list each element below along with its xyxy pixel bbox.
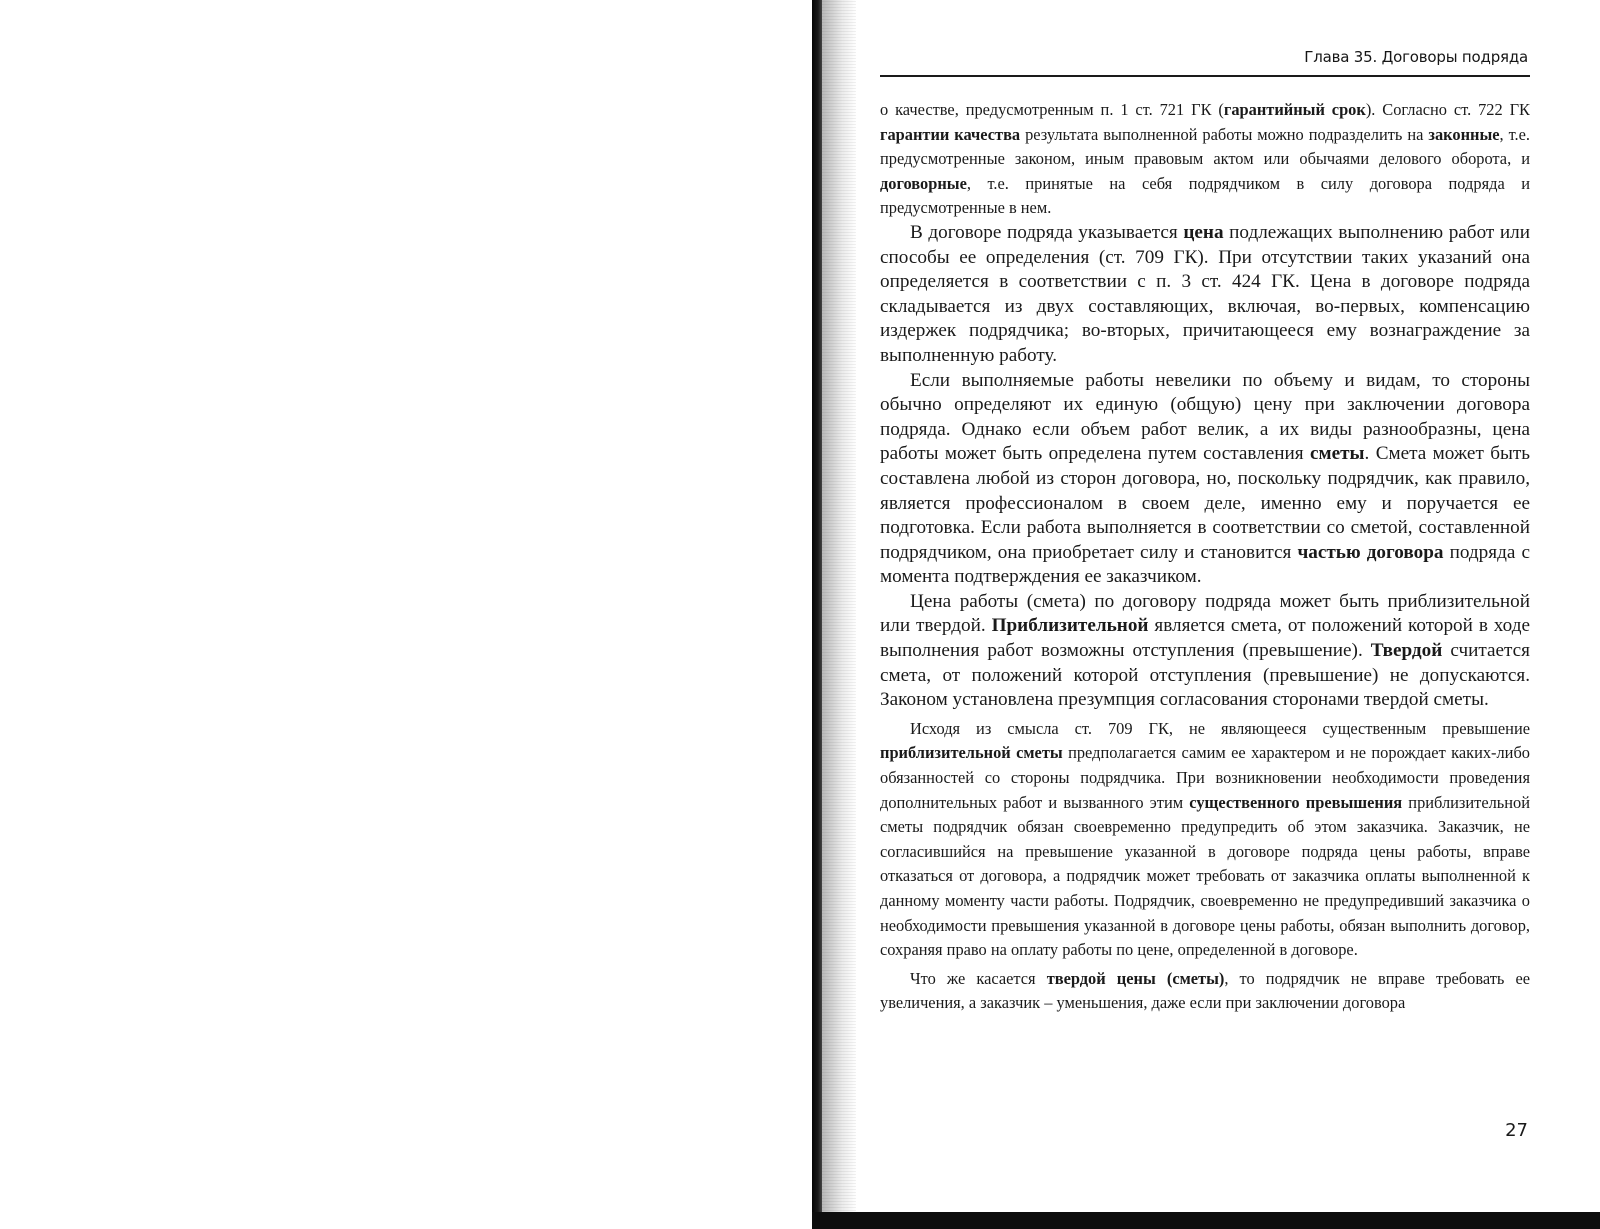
text-span: результата выполненной работы можно подразделить на: [1020, 124, 1429, 144]
running-head: Глава 35. Договоры подряда: [1304, 48, 1528, 66]
bold-term: Твердой: [1370, 640, 1443, 662]
bold-term: гарантии качества: [880, 124, 1021, 144]
text-span: В договоре подряда указывается: [910, 221, 1184, 243]
text-span: является смета, от положений которой в ходе выполнения работ возможны отступления (превышение).: [880, 615, 1530, 662]
text-span: подряда с момента подтверждения ее заказчиком.: [880, 541, 1530, 588]
text-span: Исходя из смысла ст. 709 ГК, не являющееся существенным превышение: [910, 718, 1530, 738]
bold-term: твердой цены (сметы): [1046, 968, 1225, 988]
text-span: о качестве, предусмотренным п. 1 ст. 721 ГК (: [880, 100, 1224, 119]
bold-term: Приблизительной: [991, 615, 1149, 637]
bold-term: законные: [1428, 124, 1500, 144]
text-span: подлежащих выполнению работ или способы ее определения (ст. 709 ГК). При отсутствии таких указаний она определяется в соответствии с п. 3 ст. 424 ГК. Цена в договоре подряда складывается из двух составляющих, включая, во-первых, компенсацию издержек подрядчика; во-вторых, причитающееся ему вознаграждение за выполненную работу.: [880, 221, 1530, 366]
text-span: Цена работы (смета) по договору подряда может быть приблизительной или твердой.: [880, 590, 1530, 637]
bold-term: сметы: [1310, 443, 1365, 465]
bold-term: гарантийный срок: [1223, 100, 1366, 119]
paragraph-warranty-types: [880, 98, 1530, 221]
bold-term: существенного превышения: [1189, 792, 1403, 812]
text-span: , то подрядчик не вправе требовать ее увеличения, а заказчик – уменьшения, даже если при заключении договора: [880, 968, 1530, 1013]
bold-term: приблизительной сметы: [880, 743, 1063, 763]
text-span: , т.е. предусмотренные законом, иным правовым актом или обычаями делового оборота, и: [880, 124, 1530, 169]
header-rule: [880, 75, 1530, 77]
bold-term: цена: [1183, 221, 1224, 243]
paragraph-fixed-price: [880, 967, 1530, 1016]
scan-bottom-edge: [812, 1212, 1600, 1229]
text-span: ). Согласно ст. 722 ГК: [1365, 100, 1530, 119]
text-span: , т.е. принятые на себя подрядчиком в силу договора подряда и предусмотренные в нем.: [880, 173, 1530, 218]
bold-term: частью договора: [1297, 541, 1444, 563]
paragraph-estimate: [880, 369, 1530, 590]
text-span: считается смета, от положений которой отступления (превышение) не допускаются. Законом установлена презумпция согласования сторонами твердой сметы.: [880, 640, 1530, 711]
page-number: 27: [1505, 1120, 1528, 1141]
right-page: [822, 0, 1600, 1212]
paragraph-price: [880, 221, 1530, 369]
book-spine-shadow: [812, 0, 822, 1229]
paragraph-excess: [880, 717, 1530, 963]
text-span: Если выполняемые работы невелики по объему и видам, то стороны обычно определяют их единую (общую) цену при заключении договора подряда. Однако если объем работ велик, а их виды разнообразны, цена работы может быть определена путем составления: [880, 369, 1530, 465]
text-span: . Смета может быть составлена любой из сторон договора, но, поскольку подрядчик, как правило, является профессионалом в своем деле, именно ему и поручается ее подготовка. Если работа выполняется в соответствии со сметой, составленной подрядчиком, она приобретает силу и становится: [880, 443, 1530, 563]
page-body: [880, 98, 1530, 1016]
text-span: предполагается самим ее характером и не порождает каких-либо обязанностей со стороны подрядчика. При возникновении необходимости проведения дополнительных работ и вызванного этим: [880, 743, 1530, 812]
bold-term: договорные: [880, 173, 967, 193]
paragraph-approximate-fixed: [880, 590, 1530, 713]
text-span: Что же касается: [910, 968, 1047, 988]
text-span: приблизительной сметы подрядчик обязан своевременно предупредить об этом заказчика. Заказчик, не согласившийся на превышение указанной в договоре подряда цены работы, вправе отказаться от договора, а подрядчик может требовать от заказчика оплаты выполненной к данному моменту части работы. Подрядчик, своевременно не предупредивший заказчика о необходимости превышения указанной в договоре цены работы, обязан выполнить договор, сохраняя право на оплату работы по цене, определенной в договоре.: [880, 792, 1531, 960]
